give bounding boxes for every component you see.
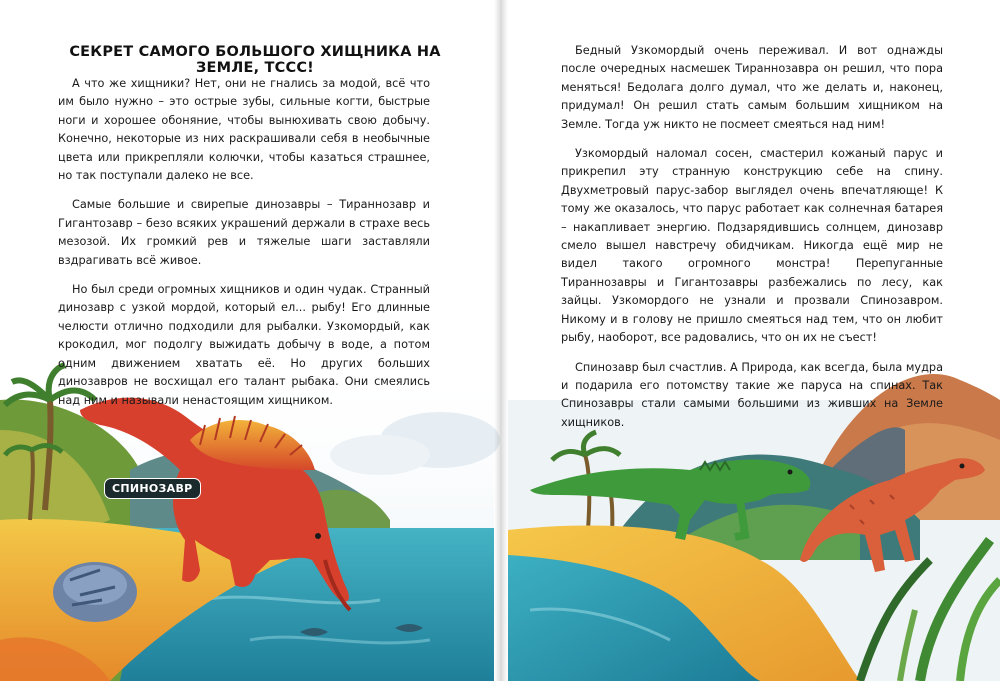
paragraph: А что же хищники? Нет, они не гнались за модой, всё что им было нужно – это острые зубы, сильные когти, быстрые ноги и хорошее обоняние, чтобы вынюхивать свою добычу. Конечно, некоторые из них раскрашивали себя в необычные цвета или прикрепляли колючки, чтобы казаться страшнее, но так поступали далеко не все.: [58, 77, 430, 183]
paragraph: Но был среди огромных хищников и один чудак. Странный динозавр с узкой мордой, который ел... рыбу! Его длинные челюсти отлично подходили для рыбалки. Узкомордый, как крокодил, мог подолгу выжидать добычу в воде, а потом одним движением хватать её. Но других больших динозавров не восхищал его талант рыбака. Они смеялись над ним и называли ненастоящим хищником.: [58, 283, 430, 407]
page-gutter: [494, 0, 508, 681]
paragraph: Узкомордый наломал сосен, смастерил кожаный парус и прикрепил эту странную конструкцию себе на спину. Двухметровый парус-забор выглядел очень впечатляюще! К тому же оказалось, что парус работает как солнечная батарея – накапливает энергию. Подзарядившись солнцем, динозавр смело вышел навстречу обидчикам. Никогда ещё мир не видел такого огромного монстра! Перепуганные Тираннозавры и Гигантозавры разбежались по лесу, как зайцы. Узкомордого не узнали и прозвали Спинозавром. Никому и в голову не пришло смеяться над тем, что он любит рыбу, наоборот, все радовались, что он их не съест!: [561, 147, 943, 345]
paragraph: Спинозавр был счастлив. А Природа, как всегда, была мудра и подарила его потомству такие же паруса на спинах. Так Спинозавры стали самыми большими из живших на Земле хищников.: [561, 360, 943, 429]
paragraph: Бедный Узкомордый очень переживал. И вот однажды после очередных насмешек Тираннозавра он решил, что пора меняться! Бедолага долго думал, что же делать и, наконец, придумал! Он решил стать самым большим хищником на Земле. Тогда уж никто не посмеет смеяться над ним!: [561, 44, 943, 131]
paragraph: Самые большие и свирепые динозавры – Тираннозавр и Гигантозавр – безо всяких украшений держали в страхе весь мезозой. Их громкий рев и тяжелые шаги заставляли вздрагивать всё живое.: [58, 198, 430, 267]
spinosaurus-label: СПИНОЗАВР: [104, 478, 201, 499]
fish-pile: [53, 562, 137, 622]
left-text-column: [58, 75, 430, 421]
right-text-column: [561, 42, 943, 443]
page-title: СЕКРЕТ САМОГО БОЛЬШОГО ХИЩНИКА НА ЗЕМЛЕ, ТССС!: [69, 44, 441, 76]
